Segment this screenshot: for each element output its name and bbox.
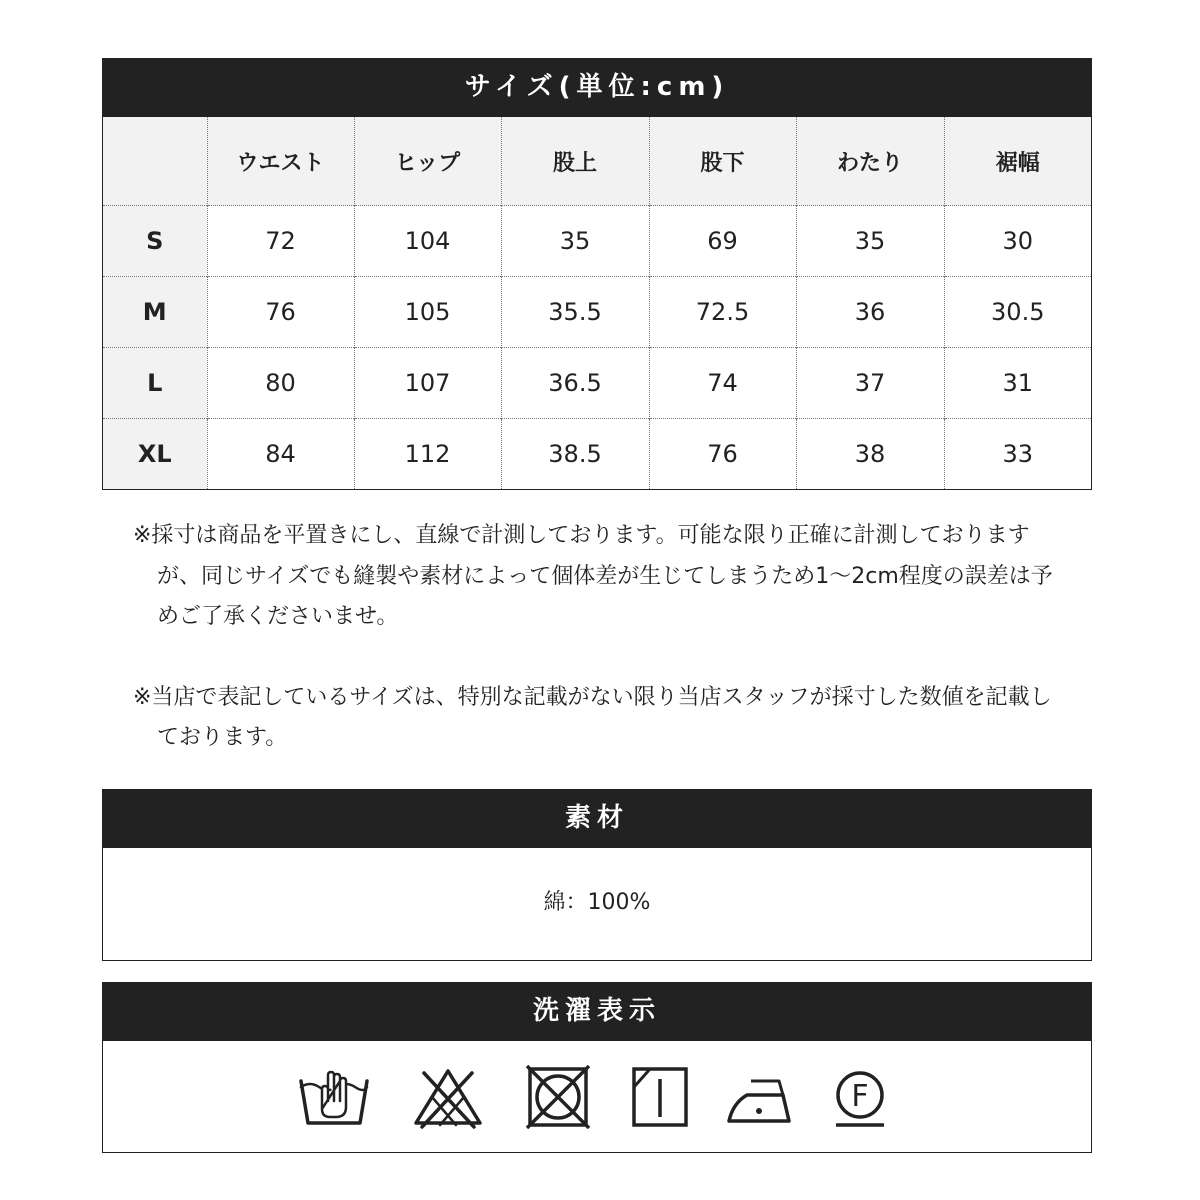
do-not-tumble-dry-icon [522,1065,594,1129]
size-label: XL [103,419,207,490]
dry-clean-f-icon [824,1065,896,1129]
column-header-inseam: 股下 [649,117,796,206]
size-table-header-row [103,117,1091,206]
column-header-thigh: わたり [796,117,944,206]
table-cell: 69 [649,206,796,277]
note-size-source: ※当店で表記しているサイズは、特別な記載がない限り当店スタッフが採寸した数値を記載しております。 [133,684,1052,750]
do-not-bleach-icon [412,1065,484,1129]
size-label: S [103,206,207,277]
table-row [103,419,1091,490]
size-table-title: サイズ(単位:cm) [103,59,1091,117]
size-label: L [103,348,207,419]
size-table [103,117,1091,489]
table-cell: 35.5 [501,277,649,348]
column-header-rise: 股上 [501,117,649,206]
material-value: 綿：100% [543,890,651,915]
table-cell: 74 [649,348,796,419]
table-row [103,277,1091,348]
table-cell: 80 [207,348,354,419]
table-cell: 35 [501,206,649,277]
material-title: 素材 [103,790,1091,848]
column-header-hem-width: 裾幅 [944,117,1091,206]
table-cell: 35 [796,206,944,277]
laundry-title: 洗濯表示 [103,983,1091,1041]
laundry-section [102,982,1092,1153]
table-cell: 36 [796,277,944,348]
size-label: M [103,277,207,348]
column-header-blank [103,117,207,206]
measurement-notes [133,516,1053,759]
material-section [102,789,1092,961]
table-row [103,348,1091,419]
table-cell: 107 [354,348,501,419]
table-cell: 84 [207,419,354,490]
table-cell: 37 [796,348,944,419]
laundry-icons [103,1041,1091,1152]
table-cell: 104 [354,206,501,277]
column-header-waist: ウエスト [207,117,354,206]
table-cell: 76 [649,419,796,490]
table-cell: 38 [796,419,944,490]
size-table-section [102,58,1092,490]
table-cell: 76 [207,277,354,348]
table-cell: 72 [207,206,354,277]
table-cell: 38.5 [501,419,649,490]
table-cell: 105 [354,277,501,348]
column-header-hip: ヒップ [354,117,501,206]
table-cell: 30.5 [944,277,1091,348]
hand-wash-icon [298,1065,370,1129]
table-cell: 112 [354,419,501,490]
table-row [103,206,1091,277]
table-cell: 31 [944,348,1091,419]
iron-low-icon [723,1065,795,1129]
table-cell: 36.5 [501,348,649,419]
line-dry-shade-icon [624,1065,696,1129]
table-cell: 33 [944,419,1091,490]
table-cell: 30 [944,206,1091,277]
dry-clean-letter: F [851,1079,869,1114]
table-cell: 72.5 [649,277,796,348]
note-measurement-method: ※採寸は商品を平置きにし、直線で計測しております。可能な限り正確に計測しておりますが、同じサイズでも縫製や素材によって個体差が生じてしまうため1〜2cm程度の誤差は予めご了承くださいませ。 [133,523,1053,629]
